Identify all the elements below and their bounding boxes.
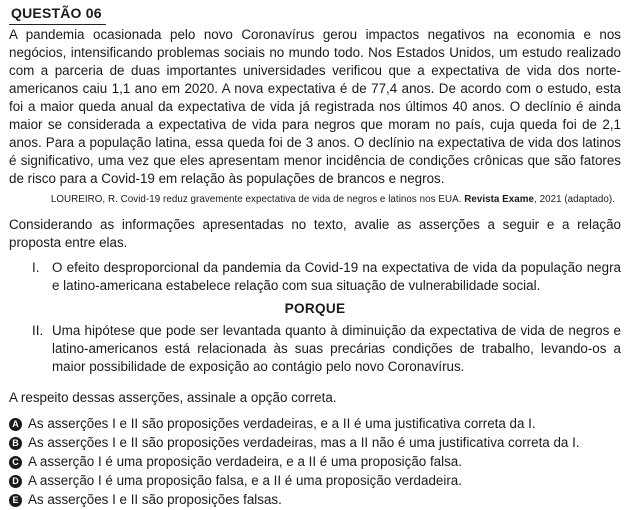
option-b-letter-icon: B: [9, 437, 22, 450]
citation: [9, 193, 621, 206]
question-prompt: Considerando as informações apresentadas no texto, avalie as asserções a seguir e a relação proposta entre elas.: [9, 217, 621, 250]
option-e-text: As asserções I e II são proposições falsas.: [28, 492, 282, 507]
assertion-1-text: O efeito desproporcional da pandemia da Covid-19 na expectativa de vida da população negra e latino-americana estabelece relação com sua situação de vulnerabilidade social.: [52, 260, 621, 293]
option-a-text: As asserções I e II são proposições verdadeiras, e a II é uma justificativa correta da I.: [28, 416, 536, 431]
answer-options: [9, 415, 621, 509]
assertion-2: [9, 322, 621, 376]
option-b[interactable]: [9, 434, 621, 452]
option-d-text: A asserção I é uma proposição falsa, e a II é uma proposição verdadeira.: [28, 473, 462, 488]
option-b-text: As asserções I e II são proposições verdadeiras, mas a II não é uma justificativa correta da I.: [28, 435, 580, 450]
assertion-1-number: I.: [32, 260, 40, 275]
assertion-1: [9, 259, 621, 295]
option-a-letter-icon: A: [9, 418, 22, 431]
citation-suffix: , 2021 (adaptado).: [534, 194, 615, 205]
question-title: QUESTÃO 06: [9, 1, 106, 25]
assertion-2-text: Uma hipótese que pode ser levantada quanto à diminuição da expectativa de vida de negros e latino-americanos está relacionada às suas precárias condições de trabalho, levando-os a maior possibilidade de exposição ao contágio pelo novo Coronavírus.: [52, 323, 621, 374]
base-text: A pandemia ocasionada pelo novo Coronavírus gerou impactos negativos na economia e nos negócios, intensificando problemas sociais no mundo todo. Nos Estados Unidos, um estudo realizado com a parceria de duas importantes universidades verificou que a expectativa de vida dos norte-americanos caiu 1,1 ano em 2020. A nova expectativa é de 77,4 anos. De acordo com o estudo, esta foi a maior queda anual da expectativa de vida já registrada nos últimos 40 anos. O declínio é ainda maior se considerada a expectativa de vida para negros que moram no país, cuja queda foi de 2,1 anos. Para a população latina, essa queda foi de 3 anos. O declínio na expectativa de vida dos latinos é significativo, uma vez que eles apresentam menor incidência de condições crônicas que são fatores de risco para a Covid-19 em relação às populações de brancos e negros.: [9, 27, 621, 186]
option-c-text: A asserção I é uma proposição verdadeira, e a II é uma proposição falsa.: [28, 454, 462, 469]
option-e[interactable]: [9, 491, 621, 509]
question-page: [9, 0, 621, 510]
connector-porque: PORQUE: [284, 301, 346, 316]
option-d-letter-icon: D: [9, 475, 22, 488]
answer-instruction: A respeito dessas asserções, assinale a opção correta.: [9, 390, 337, 405]
option-a[interactable]: [9, 415, 621, 433]
citation-prefix: LOUREIRO, R. Covid-19 reduz gravemente expectativa de vida de negros e latinos nos EUA.: [50, 194, 465, 205]
option-c[interactable]: [9, 453, 621, 471]
option-d[interactable]: [9, 472, 621, 490]
citation-source: Revista Exame: [464, 194, 535, 205]
option-c-letter-icon: C: [9, 456, 22, 469]
assertion-2-number: II.: [32, 323, 44, 338]
option-e-letter-icon: E: [9, 494, 22, 507]
